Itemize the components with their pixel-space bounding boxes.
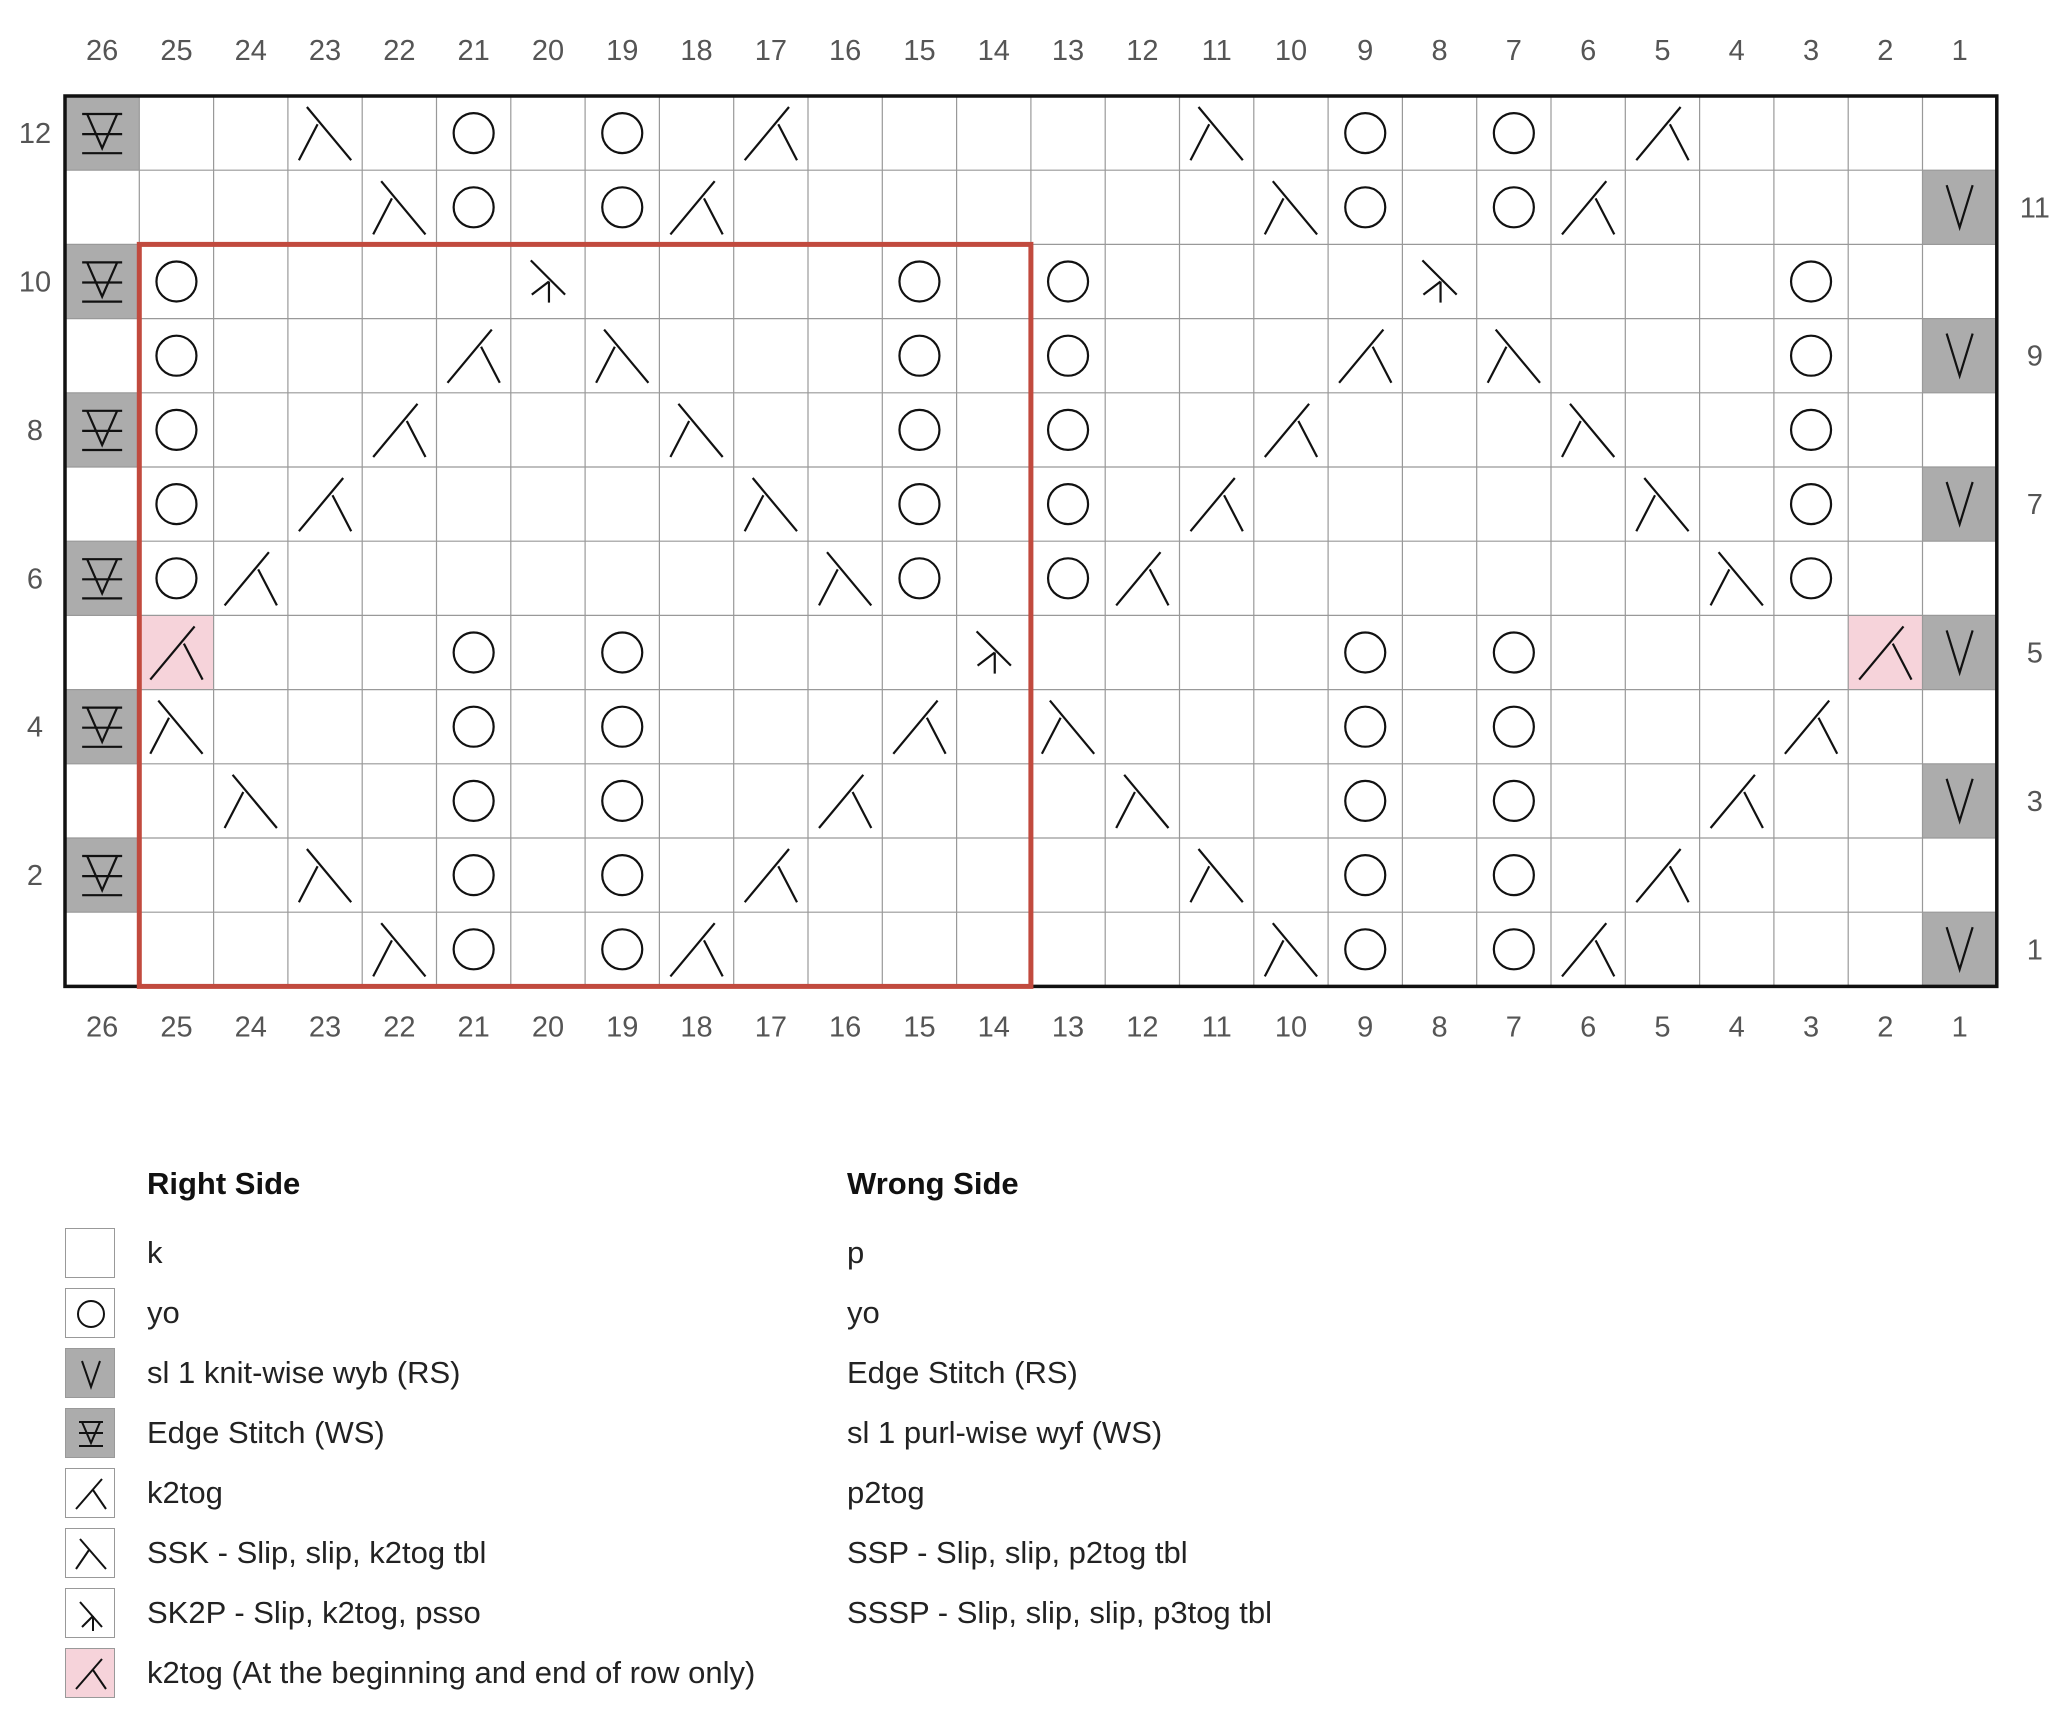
row-number-left: 6 bbox=[26, 563, 44, 596]
legend-ws-text: SSSP - Slip, slip, slip, p3tog tbl bbox=[847, 1595, 1273, 1630]
k2tog-edge-icon bbox=[65, 1648, 115, 1698]
k2tog-icon bbox=[65, 1468, 115, 1518]
legend-row-k2tog bbox=[65, 1468, 1465, 1520]
legend-row-yarn-over bbox=[65, 1288, 1465, 1340]
column-number-top: 25 bbox=[160, 35, 193, 67]
column-number-bottom: 26 bbox=[86, 1011, 119, 1044]
column-number-bottom: 12 bbox=[1126, 1011, 1159, 1044]
column-number-top: 5 bbox=[1654, 35, 1671, 67]
knit-swatch-icon bbox=[65, 1228, 115, 1278]
legend-ws-text: yo bbox=[847, 1295, 880, 1330]
legend-rs-text: SSK - Slip, slip, k2tog tbl bbox=[147, 1535, 487, 1570]
column-number-top: 7 bbox=[1505, 35, 1522, 67]
row-number-right: 7 bbox=[2026, 489, 2043, 522]
column-number-top: 10 bbox=[1274, 35, 1308, 67]
row-number-right: 11 bbox=[2019, 192, 2050, 225]
yarn-over-icon bbox=[65, 1288, 115, 1338]
column-number-top: 3 bbox=[1802, 35, 1820, 67]
column-number-top: 20 bbox=[531, 35, 565, 67]
legend-rs-text: sl 1 knit-wise wyb (RS) bbox=[147, 1355, 461, 1390]
column-number-bottom: 4 bbox=[1728, 1011, 1745, 1044]
legend-row-ws-edge bbox=[65, 1408, 1465, 1460]
row-number-right: 5 bbox=[2026, 637, 2043, 670]
column-number-bottom: 2 bbox=[1877, 1011, 1894, 1044]
legend-ws-text: p bbox=[847, 1235, 865, 1270]
column-number-top: 15 bbox=[903, 35, 936, 67]
column-number-top: 13 bbox=[1051, 35, 1085, 67]
wrong-side-heading: Wrong Side bbox=[847, 1166, 1019, 1201]
legend-rs-text: Edge Stitch (WS) bbox=[147, 1415, 385, 1450]
column-number-bottom: 1 bbox=[1951, 1011, 1968, 1044]
legend-rs-text: k2tog bbox=[147, 1475, 223, 1510]
legend-ws-text: p2tog bbox=[847, 1475, 925, 1510]
column-number-top: 17 bbox=[754, 35, 787, 67]
column-number-bottom: 8 bbox=[1431, 1011, 1448, 1044]
column-number-bottom: 9 bbox=[1357, 1011, 1374, 1044]
column-number-top: 22 bbox=[383, 35, 416, 67]
row-number-left: 10 bbox=[18, 266, 52, 299]
legend-rs-text: k2tog (At the beginning and end of row only) bbox=[147, 1655, 756, 1690]
column-number-top: 21 bbox=[457, 35, 490, 67]
column-number-top: 16 bbox=[829, 35, 862, 67]
row-number-right: 3 bbox=[2026, 785, 2043, 818]
column-number-bottom: 21 bbox=[457, 1011, 490, 1044]
column-number-top: 24 bbox=[234, 35, 267, 67]
column-number-bottom: 11 bbox=[1201, 1011, 1232, 1044]
legend-rs-text: yo bbox=[147, 1295, 180, 1330]
column-number-bottom: 22 bbox=[383, 1011, 416, 1044]
column-number-bottom: 10 bbox=[1274, 1011, 1308, 1044]
legend-rs-text: k bbox=[147, 1235, 163, 1270]
column-number-bottom: 18 bbox=[680, 1011, 713, 1044]
column-number-bottom: 7 bbox=[1505, 1011, 1522, 1044]
row-number-left: 2 bbox=[26, 860, 44, 893]
column-number-bottom: 24 bbox=[234, 1011, 267, 1044]
edge-stitch-ws-icon bbox=[65, 1408, 115, 1458]
column-number-top: 8 bbox=[1431, 35, 1448, 67]
column-number-bottom: 5 bbox=[1654, 1011, 1671, 1044]
row-number-right: 9 bbox=[2026, 340, 2043, 373]
legend-rs-text: SK2P - Slip, k2tog, psso bbox=[147, 1595, 481, 1630]
column-number-top: 19 bbox=[606, 35, 639, 67]
slip-knitwise-icon bbox=[65, 1348, 115, 1398]
column-number-bottom: 3 bbox=[1802, 1011, 1820, 1044]
column-number-top: 12 bbox=[1126, 35, 1159, 67]
row-number-right: 1 bbox=[2026, 934, 2043, 967]
column-number-bottom: 19 bbox=[606, 1011, 639, 1044]
column-number-bottom: 13 bbox=[1051, 1011, 1085, 1044]
column-number-bottom: 15 bbox=[903, 1011, 936, 1044]
column-number-top: 14 bbox=[977, 35, 1010, 67]
legend-row-rs-slip bbox=[65, 1348, 1465, 1400]
legend-row-sk2p bbox=[65, 1588, 1465, 1640]
row-number-left: 12 bbox=[18, 118, 52, 151]
column-number-top: 26 bbox=[86, 35, 119, 67]
ssk-icon bbox=[65, 1528, 115, 1578]
legend-row-k2tog-edge bbox=[65, 1648, 1465, 1700]
legend-row-knit bbox=[65, 1228, 1465, 1280]
column-number-top: 23 bbox=[308, 35, 342, 67]
column-number-top: 9 bbox=[1357, 35, 1374, 67]
column-number-top: 18 bbox=[680, 35, 713, 67]
legend-ws-text: SSP - Slip, slip, p2tog tbl bbox=[847, 1535, 1188, 1570]
row-number-left: 4 bbox=[26, 711, 44, 744]
column-number-bottom: 17 bbox=[754, 1011, 787, 1044]
row-number-left: 8 bbox=[26, 414, 44, 447]
column-number-bottom: 20 bbox=[531, 1011, 565, 1044]
legend-ws-text: sl 1 purl-wise wyf (WS) bbox=[847, 1415, 1163, 1450]
column-number-top: 6 bbox=[1580, 35, 1597, 67]
column-number-top: 1 bbox=[1951, 35, 1968, 67]
column-number-top: 4 bbox=[1728, 35, 1745, 67]
right-side-heading: Right Side bbox=[147, 1166, 301, 1201]
legend-row-ssk bbox=[65, 1528, 1465, 1580]
column-number-bottom: 6 bbox=[1580, 1011, 1597, 1044]
column-number-bottom: 23 bbox=[308, 1011, 342, 1044]
column-number-top: 11 bbox=[1201, 35, 1232, 67]
column-number-bottom: 14 bbox=[977, 1011, 1010, 1044]
legend-ws-text: Edge Stitch (RS) bbox=[847, 1355, 1078, 1390]
column-number-bottom: 16 bbox=[829, 1011, 862, 1044]
column-number-bottom: 25 bbox=[160, 1011, 193, 1044]
column-number-top: 2 bbox=[1877, 35, 1894, 67]
sk2p-icon bbox=[65, 1588, 115, 1638]
